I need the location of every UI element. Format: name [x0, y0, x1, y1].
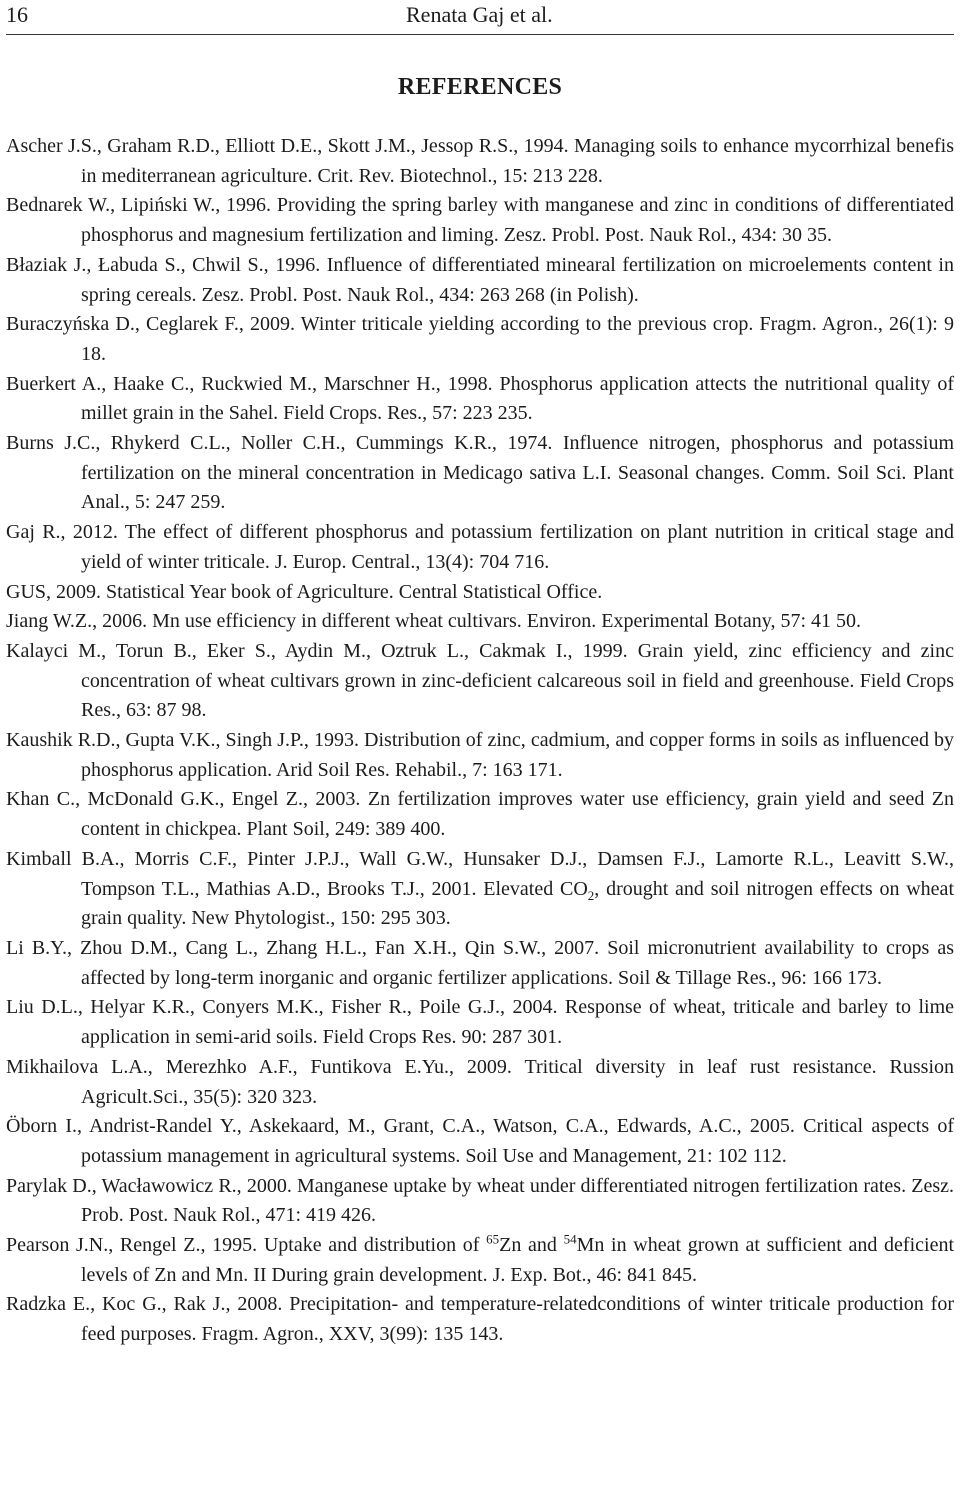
reference-burns-1974: Burns J.C., Rhykerd C.L., Noller C.H., Cummings K.R., 1974. Influence nitrogen, phosphorus and potassium fertilization on the mineral concentration in Medicago sativa L.I. Seasonal changes. Comm. Soil Sci. Plant Anal., 5: 247 259.: [6, 432, 954, 514]
superscript: 65: [486, 1231, 500, 1247]
reference-radzka-2008: Radzka E., Koc G., Rak J., 2008. Precipitation- and temperature-relatedconditions of winter triticale production for feed purposes. Fragm. Agron., XXV, 3(99): 135 143.: [6, 1293, 954, 1346]
reference-list: [6, 132, 954, 1350]
reference-gaj-2012: Gaj R., 2012. The effect of different phosphorus and potassium fertilization on plant nutrition in critical stage and yield of winter triticale. J. Europ. Central., 13(4): 704 716.: [6, 521, 954, 573]
reference-text: , drought and soil nitrogen effects on wheat grain quality. New Phytologist., 150: 295 303.: [81, 877, 954, 930]
reference-jiang-2006: Jiang W.Z., 2006. Mn use efficiency in different wheat cultivars. Environ. Experimental Botany, 57: 41 50.: [6, 610, 861, 633]
reference-text: Mn in wheat grown at sufficient and deficient levels of Zn and Mn. II During grain development. J. Exp. Bot., 46: 841 845.: [81, 1234, 955, 1286]
reference-li-2007: Li B.Y., Zhou D.M., Cang L., Zhang H.L., Fan X.H., Qin S.W., 2007. Soil micronutrient availability to crops as affected by long-term inorganic and organic fertilizer applications. Soil & Tillage Res., 96: 166 173.: [6, 936, 954, 989]
reference-text: Pearson J.N., Rengel Z., 1995. Uptake and distribution of: [6, 1234, 487, 1257]
superscript: 54: [563, 1231, 577, 1247]
reference-blaziak-1996: Błaziak J., Łabuda S., Chwil S., 1996. Influence of differentiated minearal fertilization on microelements content in spring cereals. Zesz. Probl. Post. Nauk Rol., 434: 263 268 (in Polish).: [6, 253, 954, 306]
reference-pearson-1995: [6, 1231, 954, 1290]
reference-kimball-2001: [6, 845, 954, 934]
running-head: [6, 0, 960, 34]
reference-buraczynska-2009: Buraczyńska D., Ceglarek F., 2009. Winter triticale yielding according to the previous crop. Fragm. Agron., 26(1): 9 18.: [6, 313, 954, 365]
reference-mikhailova-2009: Mikhailova L.A., Merezhko A.F., Funtikova E.Yu., 2009. Tritical diversity in leaf rust resistance. Russion Agricult.Sci., 35(5): 320 323.: [6, 1055, 954, 1108]
reference-text: Kimball B.A., Morris C.F., Pinter J.P.J., Wall G.W., Hunsaker D.J., Damsen F.J., Lamorte R.L., Leavitt S.W., Tompson T.L., Mathias A.D., Brooks T.J., 2001. Elevated CO: [6, 847, 954, 900]
reference-bednarek-1996: Bednarek W., Lipiński W., 1996. Providing the spring barley with manganese and zinc in conditions of differentiated phosphorus and magnesium fertilization and liming. Zesz. Probl. Post. Nauk Rol., 434: 30 35.: [6, 194, 954, 247]
reference-khan-2003: Khan C., McDonald G.K., Engel Z., 2003. Zn fertilization improves water use efficiency, grain yield and seed Zn content in chickpea. Plant Soil, 249: 389 400.: [6, 788, 954, 841]
reference-kaushik-1993: Kaushik R.D., Gupta V.K., Singh J.P., 1993. Distribution of zinc, cadmium, and copper forms in soils as influenced by phosphorus application. Arid Soil Res. Rehabil., 7: 163 171.: [6, 729, 954, 781]
reference-ascher-1994: Ascher J.S., Graham R.D., Elliott D.E., Skott J.M., Jessop R.S., 1994. Managing soils to enhance mycorrhizal benefis in mediterranean agriculture. Crit. Rev. Biotechnol., 15: 213 228.: [6, 135, 954, 187]
reference-gus-2009: GUS, 2009. Statistical Year book of Agriculture. Central Statistical Office.: [6, 580, 603, 603]
reference-liu-2004: Liu D.L., Helyar K.R., Conyers M.K., Fisher R., Poile G.J., 2004. Response of wheat, triticale and barley to lime application in semi-arid soils. Field Crops Res. 90: 287 301.: [6, 996, 954, 1049]
subscript: 2: [587, 887, 595, 903]
reference-oborn-2005: Öborn I., Andrist-Randel Y., Askekaard, M., Grant, C.A., Watson, C.A., Edwards, A.C., 2005. Critical aspects of potassium management in agricultural systems. Soil Use and Management, 21: 102 112.: [6, 1115, 954, 1167]
reference-kalayci-1999: Kalayci M., Torun B., Eker S., Aydin M., Oztruk L., Cakmak I., 1999. Grain yield, zinc efficiency and zinc concentration of wheat cultivars grown in zinc-deficient calcareous soil in field and greenhouse. Field Crops Res., 63: 87 98.: [6, 639, 954, 722]
running-head-authors: Renata Gaj et al.: [406, 2, 553, 27]
section-title: REFERENCES: [397, 74, 563, 100]
reference-parylak-2000: Parylak D., Wacławowicz R., 2000. Manganese uptake by wheat under differentiated nitrogen fertilization rates. Zesz. Prob. Post. Nauk Rol., 471: 419 426.: [6, 1174, 954, 1227]
header-rule: [6, 34, 954, 35]
page-number: 16: [6, 2, 28, 27]
reference-text: Zn and: [499, 1234, 564, 1257]
reference-buerkert-1998: Buerkert A., Haake C., Ruckwied M., Marschner H., 1998. Phosphorus application attects the nutritional quality of millet grain in the Sahel. Field Crops. Res., 57: 223 235.: [6, 372, 954, 425]
